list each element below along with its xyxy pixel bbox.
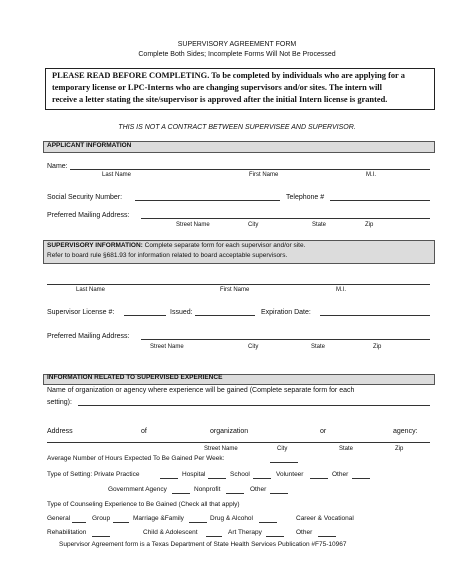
group-label: Group (92, 515, 111, 522)
sup-mi-caption: M.I. (336, 287, 346, 293)
expiration-label: Expiration Date: (261, 309, 311, 316)
nonprofit-label: Nonprofit (194, 486, 221, 493)
hours-field[interactable] (270, 462, 298, 463)
org-instruction-1: Name of organization or agency where experience will be gained (Complete separate form for each (47, 387, 355, 394)
supervisory-header: SUPERVISORY INFORMATION: (47, 242, 143, 249)
street-caption: Street Name (176, 222, 210, 228)
mi-caption: M.I. (366, 172, 376, 178)
license-label: Supervisor License #: (47, 309, 115, 316)
telephone-field[interactable] (330, 200, 430, 201)
board-rule-note: Refer to board rule §681.93 for information related to board acceptable supervisors. (47, 252, 288, 259)
hospital-check[interactable] (208, 478, 226, 479)
career-label: Career & Vocational (296, 515, 354, 522)
rehab-check[interactable] (92, 536, 110, 537)
expiration-field[interactable] (320, 315, 430, 316)
supervisory-header-note: Complete separate form for each supervisor and/or site. (142, 242, 306, 249)
city-caption: City (248, 222, 259, 228)
last-name-caption: Last Name (102, 172, 132, 178)
other-setting-label: Other (332, 471, 349, 478)
hospital-label: Hospital (182, 471, 206, 478)
org-zip-caption: Zip (395, 446, 404, 452)
org-name-field[interactable] (78, 405, 430, 406)
school-label: School (230, 471, 250, 478)
org-instruction-2: setting): (47, 399, 72, 406)
volunteer-label: Volunteer (276, 471, 304, 478)
sup-last-name-caption: Last Name (76, 287, 106, 293)
sup-street-caption: Street Name (150, 344, 184, 350)
organization-label: organization (210, 428, 249, 435)
child-check[interactable] (206, 536, 222, 537)
sup-state-caption: State (311, 344, 326, 350)
notice-line-3: receive a letter stating the site/supervisor is approved after the initial Intern license is granted. (52, 95, 388, 104)
agency-label: agency: (393, 428, 418, 435)
volunteer-check[interactable] (310, 478, 328, 479)
or-label: or (320, 428, 327, 435)
not-contract-note: THIS IS NOT A CONTRACT BETWEEN SUPERVISEE AND SUPERVISOR. (118, 124, 356, 131)
mailing-label: Preferred Mailing Address: (47, 212, 130, 219)
other-setting-check[interactable] (352, 478, 370, 479)
setting-label: Type of Setting: Private Practice (47, 471, 140, 478)
other3-check[interactable] (318, 536, 336, 537)
nonprofit-check[interactable] (226, 493, 244, 494)
drug-check[interactable] (259, 522, 277, 523)
issued-field[interactable] (195, 315, 255, 316)
of-label: of (141, 428, 147, 435)
other2-label: Other (250, 486, 267, 493)
notice-line-1: PLEASE READ BEFORE COMPLETING. To be completed by individuals who are applying for a (52, 71, 405, 80)
supervisory-header-line (47, 243, 305, 250)
experience-header: INFORMATION RELATED TO SUPERVISED EXPERIENCE (47, 374, 223, 381)
sup-first-name-caption: First Name (220, 287, 250, 293)
marriage-check[interactable] (189, 522, 207, 523)
drug-label: Drug & Alcohol (210, 515, 253, 522)
other3-label: Other (296, 529, 313, 536)
school-check[interactable] (253, 478, 271, 479)
zip-caption: Zip (365, 222, 374, 228)
org-address-field[interactable] (47, 442, 430, 443)
issued-label: Issued: (170, 309, 193, 316)
form-title: SUPERVISORY AGREEMENT FORM (177, 41, 297, 48)
counseling-label: Type of Counseling Experience to Be Gained (Check all that apply) (47, 501, 240, 508)
child-label: Child & Adolescent (143, 529, 198, 536)
state-caption: State (312, 222, 327, 228)
other2-check[interactable] (270, 493, 288, 494)
org-state-caption: State (339, 446, 354, 452)
private-practice-check[interactable] (160, 478, 178, 479)
name-field[interactable] (70, 169, 430, 170)
telephone-label: Telephone # (286, 194, 325, 201)
sup-mailing-field[interactable] (141, 339, 430, 340)
footer-publication: Supervisor Agreement form is a Texas Department of State Health Services Publication #F75-10967 (59, 541, 347, 548)
org-city-caption: City (277, 446, 288, 452)
art-check[interactable] (266, 536, 284, 537)
org-street-caption: Street Name (204, 446, 238, 452)
ssn-field[interactable] (135, 200, 280, 201)
general-check[interactable] (72, 522, 86, 523)
sup-city-caption: City (248, 344, 259, 350)
gov-agency-check[interactable] (172, 493, 190, 494)
mailing-field[interactable] (141, 218, 430, 219)
applicant-header: APPLICANT INFORMATION (47, 142, 132, 149)
form-subtitle: Complete Both Sides; Incomplete Forms Will Not Be Processed (138, 51, 336, 58)
general-label: General (47, 515, 71, 522)
marriage-label: Marriage &Family (133, 515, 184, 522)
gov-agency-label: Government Agency (108, 486, 167, 493)
sup-mailing-label: Preferred Mailing Address: (47, 333, 130, 340)
hours-label: Average Number of Hours Expected To Be Gained Per Week: (47, 455, 225, 462)
license-field[interactable] (124, 315, 166, 316)
sup-zip-caption: Zip (373, 344, 382, 350)
name-label: Name: (47, 163, 68, 170)
supervisor-name-field[interactable] (47, 284, 430, 285)
notice-line-2: temporary license or LPC-Interns who are changing supervisors and/or sites. The intern will (52, 83, 382, 92)
ssn-label: Social Security Number: (47, 194, 123, 201)
group-check[interactable] (113, 522, 129, 523)
rehab-label: Rehabilitation (47, 529, 87, 536)
first-name-caption: First Name (249, 172, 279, 178)
art-label: Art Therapy (228, 529, 262, 536)
address-label: Address (47, 428, 73, 435)
